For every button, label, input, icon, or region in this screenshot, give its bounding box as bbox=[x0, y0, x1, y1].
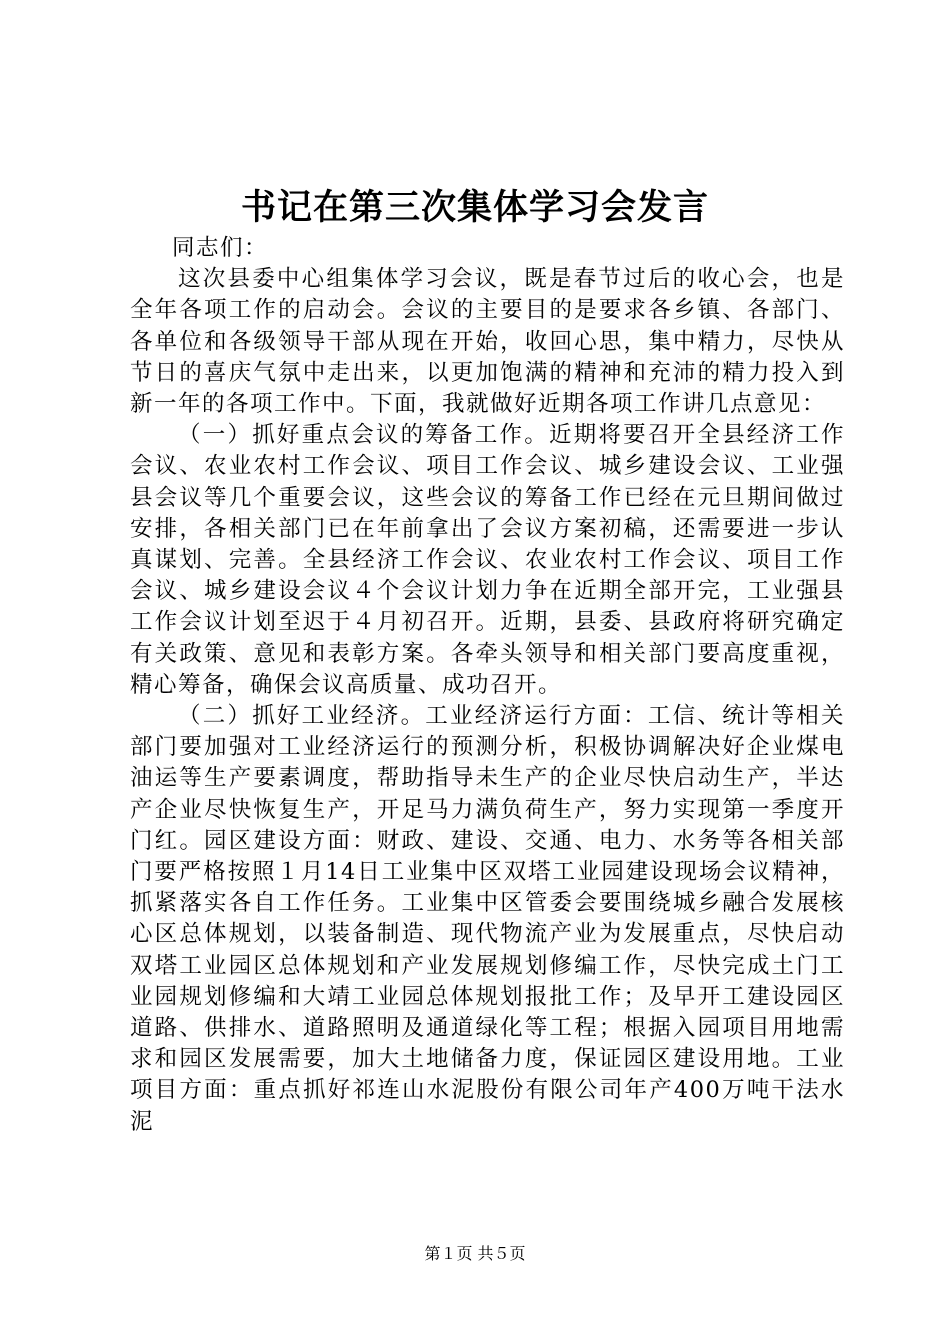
document-body bbox=[130, 233, 845, 1138]
paragraph-section-2: （二）抓好工业经济。工业经济运行方面：工信、统计等相关部门要加强对工业经济运行的预测分析，积极协调解决好企业煤电油运等生产要素调度，帮助指导未生产的企业尽快启动生产，半达产企业尽快恢复生产，开足马力满负荷生产，努力实现第一季度开门红。园区建设方面：财政、建设、交通、电力、水务等各相关部门要严格按照１月14日工业集中区双塔工业园建设现场会议精神，抓紧落实各自工作任务。工业集中区管委会要围绕城乡融合发展核心区总体规划，以装备制造、现代物流产业为发展重点，尽快启动双塔工业园区总体规划和产业发展规划修编工作，尽快完成土门工业园规划修编和大靖工业园总体规划报批工作；及早开工建设园区道路、供排水、道路照明及通道绿化等工程；根据入园项目用地需求和园区发展需要，加大土地储备力度，保证园区建设用地。工业项目方面：重点抓好祁连山水泥股份有限公司年产400万吨干法水泥 bbox=[130, 703, 845, 1135]
paragraph-section-1: （一）抓好重点会议的筹备工作。近期将要召开全县经济工作会议、农业农村工作会议、项目工作会议、城乡建设会议、工业强县会议等几个重要会议，这些会议的筹备工作已经在元旦期间做过安排，各相关部门已在年前拿出了会议方案初稿，还需要进一步认真谋划、完善。全县经济工作会议、农业农村工作会议、项目工作会议、城乡建设会议４个会议计划力争在近期全部开完，工业强县工作会议计划至迟于４月初召开。近期，县委、县政府将研究确定有关政策、意见和表彰方案。各牵头领导和相关部门要高度重视，精心筹备，确保会议高质量、成功召开。 bbox=[130, 422, 845, 698]
page-number-footer: 第１页 共５页 bbox=[424, 1244, 526, 1263]
paragraph-intro: 这次县委中心组集体学习会议，既是春节过后的收心会，也是全年各项工作的启动会。会议的主要目的是要求各乡镇、各部门、各单位和各级领导干部从现在开始，收回心思，集中精力，尽快从节日的喜庆气氛中走出来，以更加饱满的精神和充沛的精力投入到新一年的各项工作中。下面，我就做好近期各项工作讲几点意见： bbox=[130, 266, 845, 418]
greeting-text: 同志们： bbox=[172, 235, 269, 261]
document-title: 书记在第三次集体学习会发言 bbox=[240, 187, 709, 228]
